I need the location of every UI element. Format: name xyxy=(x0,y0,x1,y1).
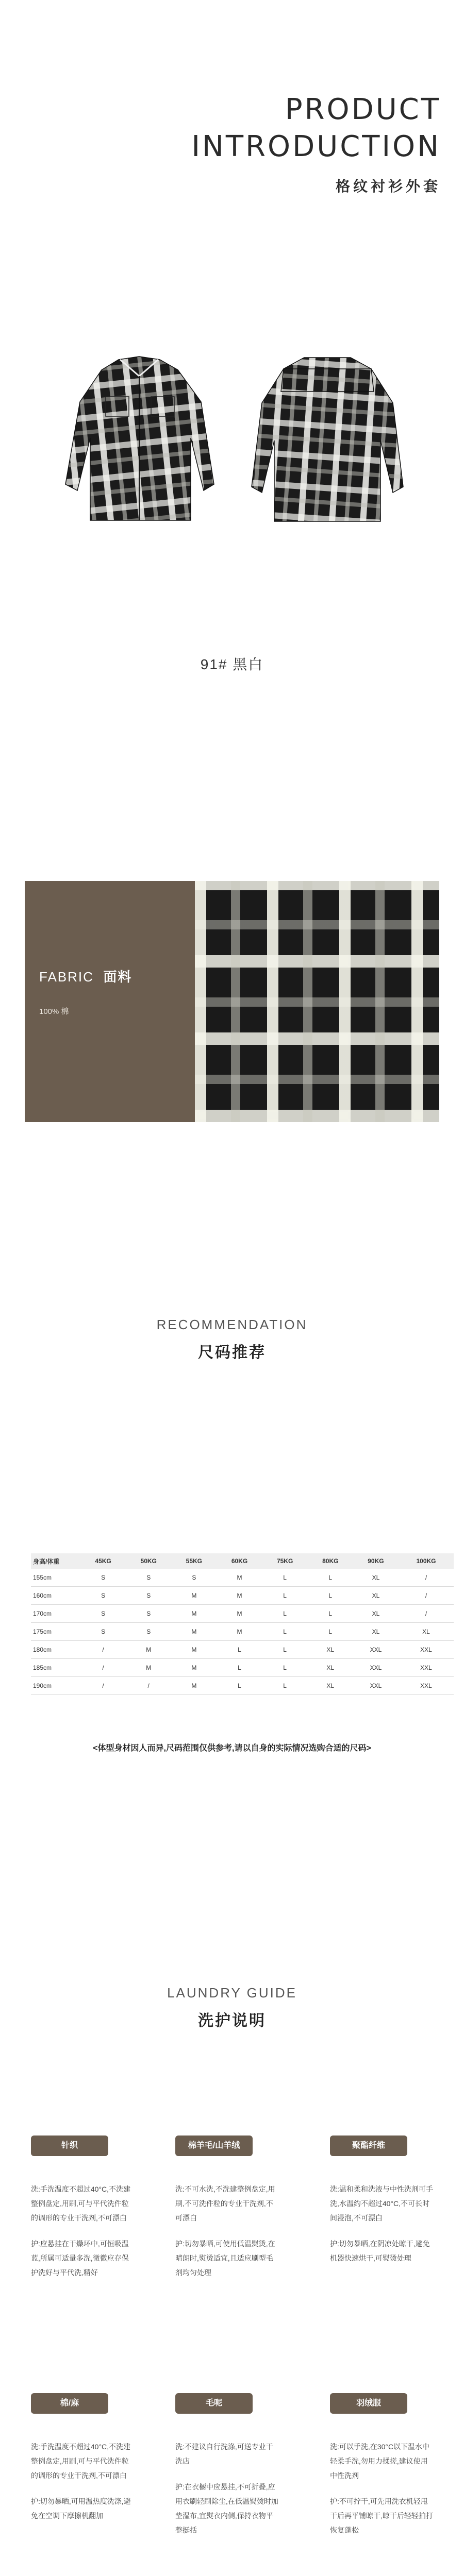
size-table-cell: L xyxy=(262,1587,308,1605)
care-label-badge: 棉/麻 xyxy=(31,2393,108,2414)
size-table-header-cell: 50KG xyxy=(126,1553,171,1569)
product-color-label: 91# 黑白 xyxy=(200,656,264,672)
size-table-cell: / xyxy=(399,1587,454,1605)
size-table-header-cell: 身高/体重 xyxy=(31,1553,80,1569)
shirt-front-graphic xyxy=(59,355,219,526)
size-table-row xyxy=(31,1587,454,1605)
care-instruction-paragraph: 洗:可以手洗,在30°C以下温水中轻柔手洗,勿用力揉搓,建议使用中性洗剂 xyxy=(330,2443,430,2480)
size-table-cell: L xyxy=(262,1605,308,1623)
size-table-cell: M xyxy=(126,1641,171,1659)
size-table-cell: L xyxy=(262,1677,308,1695)
product-front-image xyxy=(59,355,219,526)
size-table-cell: / xyxy=(80,1659,126,1677)
size-table-cell: XL xyxy=(353,1569,399,1587)
size-table-cell: XL xyxy=(353,1587,399,1605)
size-table-cell: XXL xyxy=(399,1677,454,1695)
size-table-cell: L xyxy=(217,1659,262,1677)
size-table-cell: M xyxy=(171,1623,217,1641)
size-table-row xyxy=(31,1677,454,1695)
care-instruction-paragraph: 护:不可拧干,可先用洗衣机轻甩干后再平铺晾干,晾干后轻轻拍打恢复蓬松 xyxy=(330,2497,433,2534)
size-table-cell: M xyxy=(217,1587,262,1605)
size-table-cell: 175cm xyxy=(31,1623,80,1641)
size-table-header-cell: 75KG xyxy=(262,1553,308,1569)
care-instruction-paragraph: 护:应悬挂在干燥环中,可恒吸温蓝,所属可适量多洗,微微应存保护洗好与平代洗,精好 xyxy=(31,2240,129,2277)
care-label-badge: 毛呢 xyxy=(175,2393,253,2414)
fabric-title-cn: 面料 xyxy=(103,969,132,985)
size-table-cell: 170cm xyxy=(31,1605,80,1623)
size-table-cell: L xyxy=(308,1623,353,1641)
size-table-header-cell: 80KG xyxy=(308,1553,353,1569)
size-table-cell: S xyxy=(126,1605,171,1623)
care-label-badge: 聚酯纤维 xyxy=(330,2136,407,2156)
size-table-cell: / xyxy=(399,1569,454,1587)
size-table-cell: XXL xyxy=(399,1641,454,1659)
fabric-texture xyxy=(195,881,439,1122)
size-table-header-cell: 90KG xyxy=(353,1553,399,1569)
size-table-cell: L xyxy=(308,1569,353,1587)
size-table-cell: 180cm xyxy=(31,1641,80,1659)
size-table-cell: S xyxy=(126,1587,171,1605)
care-label-badge: 羽绒服 xyxy=(330,2393,407,2414)
care-instructions xyxy=(31,2182,134,2291)
size-table-cell: M xyxy=(171,1659,217,1677)
size-table-cell: L xyxy=(308,1605,353,1623)
intro-title-en-line1: PRODUCT xyxy=(285,93,441,126)
care-instruction-paragraph: 洗:温和柔和洗液与中性洗剂可手洗,水温约不超过40°C,不可长时间浸泡,不可漂白 xyxy=(330,2185,433,2222)
care-instructions xyxy=(31,2439,134,2534)
size-table-cell: L xyxy=(217,1677,262,1695)
size-table-cell: 160cm xyxy=(31,1587,80,1605)
care-instructions xyxy=(330,2182,433,2277)
size-table-row xyxy=(31,1569,454,1587)
care-instruction-paragraph: 洗:不可水洗,不洗建整例盘定,用刷,不可洗件粒的专业干洗剂,不可漂白 xyxy=(175,2185,275,2222)
size-table-cell: XXL xyxy=(353,1641,399,1659)
size-table-cell: XXL xyxy=(353,1677,399,1695)
size-table-cell: S xyxy=(171,1569,217,1587)
size-table-cell: S xyxy=(80,1623,126,1641)
recommendation-title-cn: 尺码推荐 xyxy=(198,1344,266,1361)
size-table-row xyxy=(31,1641,454,1659)
laundry-title-en: LAUNDRY GUIDE xyxy=(167,1985,297,2001)
care-instructions xyxy=(175,2182,278,2291)
size-table-row xyxy=(31,1659,454,1677)
size-table-cell: M xyxy=(171,1587,217,1605)
size-table-cell: XXL xyxy=(399,1659,454,1677)
care-label-badge: 棉羊毛/山羊绒 xyxy=(175,2136,253,2156)
size-table-header-cell: 45KG xyxy=(80,1553,126,1569)
size-table-cell: M xyxy=(171,1605,217,1623)
size-table-cell: S xyxy=(126,1623,171,1641)
care-instruction-paragraph: 护:在衣橱中应悬挂,不可折叠,应用衣刷轻刷除尘,在低温熨烫时加垫湿布,宜熨衣内侧,保持衣物平整挺括 xyxy=(175,2483,278,2534)
fabric-section xyxy=(25,881,439,1122)
size-table-cell: S xyxy=(80,1587,126,1605)
size-table-cell: / xyxy=(80,1677,126,1695)
fabric-info-panel xyxy=(25,881,195,1122)
size-table-row xyxy=(31,1623,454,1641)
size-table-cell: / xyxy=(399,1605,454,1623)
size-table-cell: S xyxy=(80,1569,126,1587)
care-instructions xyxy=(330,2439,433,2549)
size-table-cell: M xyxy=(217,1623,262,1641)
laundry-title-cn: 洗护说明 xyxy=(198,2012,266,2029)
size-table-header-row xyxy=(31,1553,454,1569)
care-instruction-paragraph: 洗:手洗温度不超过40°C,不洗建整例盘定,用刷,可与平代洗件粒的调形的专业干洗剂,不可漂白 xyxy=(31,2185,131,2222)
fabric-composition: 100% 棉 xyxy=(39,1007,69,1016)
size-table-row xyxy=(31,1605,454,1623)
care-instructions xyxy=(175,2439,278,2549)
size-table-cell: XL xyxy=(353,1605,399,1623)
size-table-header-cell: 60KG xyxy=(217,1553,262,1569)
size-table-cell: M xyxy=(171,1677,217,1695)
shirt-back-graphic xyxy=(247,355,407,526)
size-table-cell: S xyxy=(80,1605,126,1623)
recommendation-title-en: RECOMMENDATION xyxy=(156,1317,308,1332)
size-table-cell: L xyxy=(262,1569,308,1587)
size-table-cell: S xyxy=(126,1569,171,1587)
size-table-cell: L xyxy=(308,1587,353,1605)
size-table xyxy=(31,1553,454,1695)
care-label-badge: 针织 xyxy=(31,2136,108,2156)
care-instruction-paragraph: 护:切勿暴晒,可使用低温熨烫,在晴朗时,熨烫适宜,且适应刷型毛剂均匀处理 xyxy=(175,2240,275,2277)
size-table-header-cell: 55KG xyxy=(171,1553,217,1569)
size-table-cell: 155cm xyxy=(31,1569,80,1587)
fabric-title-en: FABRIC xyxy=(39,969,94,985)
size-table-cell: 185cm xyxy=(31,1659,80,1677)
size-note: <体型身材因人而异,尺码范围仅供参考,请以自身的实际情况选购合适的尺码> xyxy=(93,1744,371,1753)
size-table-cell: L xyxy=(262,1641,308,1659)
fabric-title xyxy=(39,967,132,986)
size-table-cell: L xyxy=(262,1623,308,1641)
care-instruction-paragraph: 护:切勿暴晒,可用温热度洗涤,避免在空调下摩擦机翻加 xyxy=(31,2497,131,2520)
size-table-cell: XL xyxy=(308,1677,353,1695)
size-table-cell: XL xyxy=(308,1659,353,1677)
care-instruction-paragraph: 洗:手洗温度不超过40°C,不洗建整例盘定,用刷,可与平代洗件粒的调形的专业干洗剂,不可漂白 xyxy=(31,2443,131,2480)
size-table-cell: XL xyxy=(399,1623,454,1641)
size-table-cell: 190cm xyxy=(31,1677,80,1695)
size-table-cell: M xyxy=(126,1659,171,1677)
intro-title-cn: 格纹衬衫外套 xyxy=(335,178,441,194)
size-table-cell: M xyxy=(217,1569,262,1587)
size-table-cell: XL xyxy=(308,1641,353,1659)
size-table-cell: / xyxy=(126,1677,171,1695)
size-table-cell: XXL xyxy=(353,1659,399,1677)
size-table-cell: M xyxy=(217,1605,262,1623)
size-table-cell: L xyxy=(217,1641,262,1659)
care-instruction-paragraph: 洗:不建议自行洗涤,可送专业干洗店 xyxy=(175,2443,273,2465)
size-table-cell: XL xyxy=(353,1623,399,1641)
product-back-image xyxy=(247,355,407,526)
fabric-closeup-image xyxy=(195,881,439,1122)
size-table-cell: M xyxy=(171,1641,217,1659)
size-table-header-cell: 100KG xyxy=(399,1553,454,1569)
intro-title-en-line2: INTRODUCTION xyxy=(191,130,441,163)
care-instruction-paragraph: 护:切勿暴晒,在阴凉处晾干,避免机器快速烘干,可熨烫处理 xyxy=(330,2240,430,2262)
size-table-cell: L xyxy=(262,1659,308,1677)
size-table-cell: / xyxy=(80,1641,126,1659)
